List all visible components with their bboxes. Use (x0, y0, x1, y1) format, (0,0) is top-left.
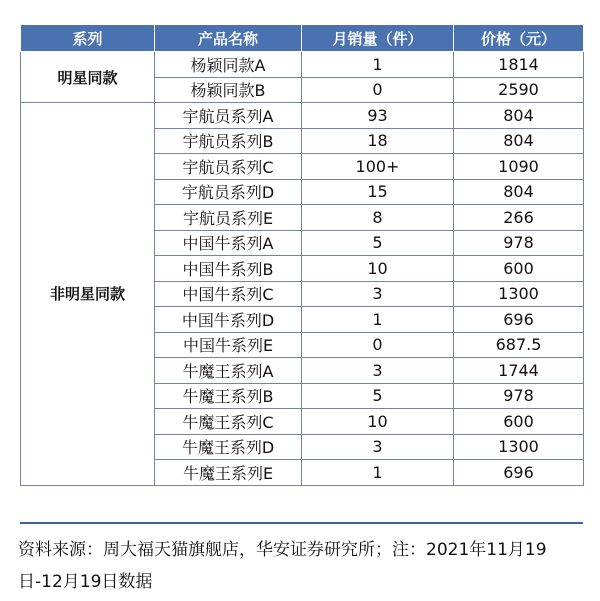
product-name-cell: 宇航员系列E (155, 205, 302, 231)
header-monthly-sales: 月销量（件） (302, 25, 454, 52)
monthly-sales-cell: 100+ (302, 154, 454, 180)
monthly-sales-cell: 1 (302, 52, 454, 78)
price-cell: 696 (454, 460, 584, 486)
monthly-sales-cell: 3 (302, 281, 454, 307)
product-name-cell: 宇航员系列A (155, 103, 302, 129)
price-cell: 804 (454, 128, 584, 154)
product-name-cell: 杨颖同款B (155, 77, 302, 103)
monthly-sales-cell: 3 (302, 358, 454, 384)
monthly-sales-cell: 5 (302, 230, 454, 256)
product-name-cell: 中国牛系列B (155, 256, 302, 282)
product-name-cell: 宇航员系列D (155, 179, 302, 205)
series-group-cell: 明星同款 (21, 52, 155, 103)
monthly-sales-cell: 10 (302, 256, 454, 282)
product-name-cell: 牛魔王系列D (155, 434, 302, 460)
price-cell: 1300 (454, 281, 584, 307)
header-series: 系列 (21, 25, 155, 52)
price-cell: 600 (454, 409, 584, 435)
monthly-sales-cell: 15 (302, 179, 454, 205)
table-row (21, 103, 584, 129)
monthly-sales-cell: 3 (302, 434, 454, 460)
monthly-sales-cell: 0 (302, 332, 454, 358)
monthly-sales-cell: 93 (302, 103, 454, 129)
monthly-sales-cell: 18 (302, 128, 454, 154)
source-footnote: 资料来源：周大福天猫旗舰店，华安证券研究所；注：2021年11月19日-12月19日数据 (18, 540, 547, 592)
product-name-cell: 中国牛系列A (155, 230, 302, 256)
price-cell: 1090 (454, 154, 584, 180)
series-group-cell: 非明星同款 (21, 103, 155, 486)
product-name-cell: 牛魔王系列A (155, 358, 302, 384)
product-name-cell: 宇航员系列C (155, 154, 302, 180)
price-cell: 696 (454, 307, 584, 333)
price-cell: 266 (454, 205, 584, 231)
product-name-cell: 牛魔王系列B (155, 383, 302, 409)
price-cell: 1300 (454, 434, 584, 460)
table-body (21, 52, 584, 486)
sales-table (20, 24, 584, 486)
price-cell: 804 (454, 103, 584, 129)
monthly-sales-cell: 10 (302, 409, 454, 435)
header-price: 价格（元） (454, 25, 584, 52)
product-name-cell: 中国牛系列C (155, 281, 302, 307)
table-header-row (21, 25, 584, 52)
monthly-sales-cell: 1 (302, 460, 454, 486)
price-cell: 1814 (454, 52, 584, 78)
price-cell: 687.5 (454, 332, 584, 358)
price-cell: 978 (454, 383, 584, 409)
product-name-cell: 宇航员系列B (155, 128, 302, 154)
table-row (21, 52, 584, 78)
monthly-sales-cell: 8 (302, 205, 454, 231)
price-cell: 600 (454, 256, 584, 282)
bottom-rule (20, 522, 583, 524)
product-name-cell: 中国牛系列D (155, 307, 302, 333)
price-cell: 2590 (454, 77, 584, 103)
monthly-sales-cell: 5 (302, 383, 454, 409)
monthly-sales-cell: 0 (302, 77, 454, 103)
price-cell: 978 (454, 230, 584, 256)
product-name-cell: 牛魔王系列E (155, 460, 302, 486)
header-product-name: 产品名称 (155, 25, 302, 52)
monthly-sales-cell: 1 (302, 307, 454, 333)
product-name-cell: 中国牛系列E (155, 332, 302, 358)
product-name-cell: 杨颖同款A (155, 52, 302, 78)
price-cell: 1744 (454, 358, 584, 384)
product-name-cell: 牛魔王系列C (155, 409, 302, 435)
price-cell: 804 (454, 179, 584, 205)
